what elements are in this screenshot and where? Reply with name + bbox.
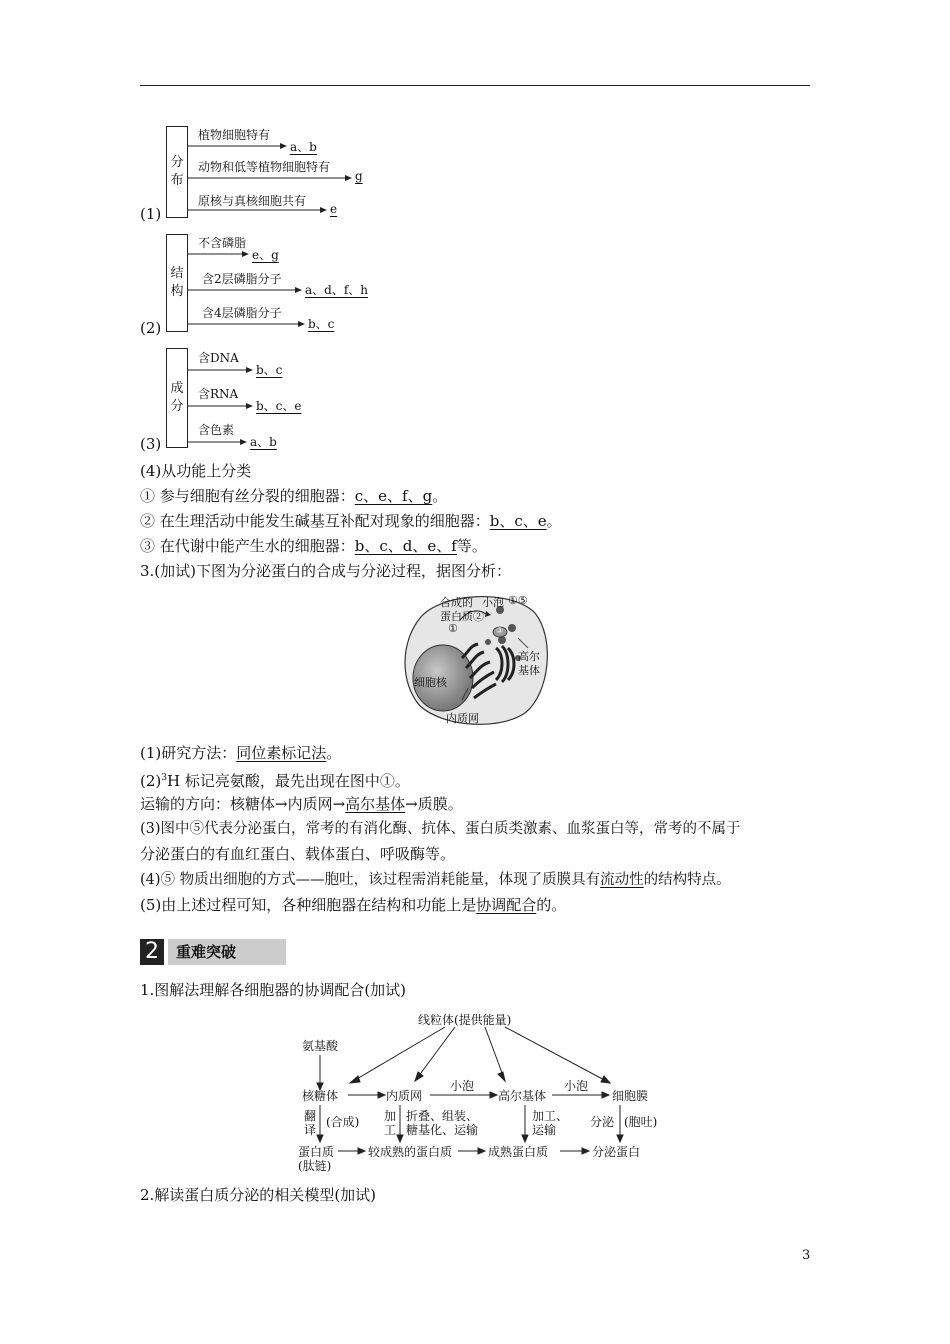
mature-protein-label: 较成熟的蛋白质 xyxy=(368,1145,453,1159)
branch-result: b、c xyxy=(308,317,335,331)
label-er: 内质网 xyxy=(446,712,479,725)
branch-result: a、b xyxy=(290,140,317,154)
title-char: 结 xyxy=(170,266,184,281)
label-golgi-1: 高尔 xyxy=(518,650,540,663)
branch-result: g xyxy=(355,169,363,183)
s3-p4-line2: 分泌蛋白的有血红蛋白、载体蛋白、呼吸酶等。 xyxy=(140,845,456,863)
golgi-label: 高尔基体 xyxy=(498,1089,547,1103)
diagram-label: (2) xyxy=(140,319,162,337)
title-char: 分 xyxy=(170,399,184,414)
answer: 协调配合 xyxy=(476,896,537,914)
section-title: 重难突破 xyxy=(168,939,286,965)
protein-peptide-label: 蛋白质 xyxy=(298,1145,335,1159)
branch-condition: 含DNA xyxy=(198,351,239,365)
label-vesicle-3: ③ xyxy=(496,626,504,635)
exocytosis-label: (胞吐) xyxy=(624,1115,658,1129)
protein-peptide-sub: (肽链) xyxy=(298,1159,332,1173)
label-nucleus: 细胞核 xyxy=(414,676,447,689)
title-char: 构 xyxy=(170,284,184,299)
s3-p3: 运输的方向：核糖体→内质网→高尔基体→质膜。 xyxy=(140,795,463,813)
answer: 流动性 xyxy=(600,872,644,888)
answer: b、c、d、e、f xyxy=(354,537,457,555)
golgi-process-label-1: 加工、 xyxy=(532,1109,569,1123)
page-number: 3 xyxy=(802,1248,811,1263)
vesicle-dot xyxy=(508,624,516,632)
amino-acid-label: 氨基酸 xyxy=(302,1039,339,1053)
title-char: 布 xyxy=(170,173,184,188)
secrete-label: 分泌 xyxy=(590,1115,615,1129)
s3-p5: (4)⑤ 物质出细胞的方式——胞吐，该过程需消耗能量，体现了质膜具有流动性的结构特点。 xyxy=(140,872,731,888)
golgi-process-label-2: 运输 xyxy=(532,1123,557,1137)
title-char: 分 xyxy=(170,155,184,170)
branch-condition: 含4层磷脂分子 xyxy=(202,306,282,320)
er-process-label-1: 加 xyxy=(384,1109,397,1123)
label-synth-protein-2: 蛋白质② xyxy=(440,610,484,623)
organelle-flow-diagram xyxy=(290,1005,670,1175)
section-number: 2 xyxy=(140,939,164,965)
branch-condition: 动物和低等植物细胞特有 xyxy=(198,160,331,174)
er-label: 内质网 xyxy=(386,1089,423,1103)
function-q3: ③ 在代谢中能产生水的细胞器：b、c、d、e、f等。 xyxy=(140,537,487,555)
branch-result: e xyxy=(330,202,338,216)
folding-label-1: 折叠、组装、 xyxy=(406,1109,479,1123)
branch-result: b、c、e xyxy=(256,399,302,413)
function-heading: (4)从功能上分类 xyxy=(140,462,252,480)
vesicle-dot xyxy=(485,639,491,645)
classification-diagram-composition xyxy=(140,342,400,454)
answer: 同位素标记法 xyxy=(236,744,327,762)
classification-diagram-structure xyxy=(140,228,400,338)
membrane-label: 细胞膜 xyxy=(612,1089,649,1103)
section3-title: 3.(加试)下图为分泌蛋白的合成与分泌过程，据图分析： xyxy=(140,562,512,580)
answer: c、e、f、g xyxy=(354,487,433,505)
vesicle-label-1: 小泡 xyxy=(450,1079,475,1093)
branch-condition: 原核与真核细胞共有 xyxy=(198,194,307,208)
folding-label-2: 糖基化、运输 xyxy=(406,1123,479,1137)
answer: 高尔基体 xyxy=(345,795,406,813)
label-circle-1: ① xyxy=(448,622,458,635)
s3-p2: $(2)^3H$ 标记亮氨酸，最先出现在图中①。 xyxy=(140,772,410,790)
s3-p6: (5)由上述过程可知，各种细胞器在结构和功能上是协调配合的。 xyxy=(140,896,567,914)
branch-condition: 含RNA xyxy=(198,387,239,401)
ribosome-label: 核糖体 xyxy=(302,1089,339,1103)
diagram-label: (3) xyxy=(140,435,162,453)
er-process-label-2: 工 xyxy=(384,1123,397,1137)
translate-label-1: 翻 xyxy=(304,1109,317,1123)
label-vesicle-nums: ①⑤ xyxy=(508,594,528,607)
label-synth-protein-1: 合成的 xyxy=(440,596,473,609)
secretory-protein-label: 分泌蛋白 xyxy=(592,1145,641,1159)
model-heading: 2.解读蛋白质分泌的相关模型(加试) xyxy=(140,1186,377,1204)
flow-heading: 1.图解法理解各细胞器的协调配合(加试) xyxy=(140,981,407,999)
s3-p1: (1)研究方法：同位素标记法。 xyxy=(140,744,342,762)
label-vesicle: 小泡 xyxy=(482,596,504,609)
synthesis-label: (合成) xyxy=(326,1115,360,1129)
header-rule xyxy=(140,85,810,86)
answer: b、c、e xyxy=(489,512,547,530)
s3-p4-line1: (3)图中⑤代表分泌蛋白，常考的有消化酶、抗体、蛋白质类激素、血浆蛋白等，常考的不属于 xyxy=(140,821,741,837)
title-char: 成 xyxy=(170,381,184,396)
branch-result: a、d、f、h xyxy=(305,283,369,297)
mitochondria-label: 线粒体(提供能量) xyxy=(418,1013,512,1027)
diagram-label: (1) xyxy=(140,205,162,223)
branch-result: b、c xyxy=(256,363,283,377)
translate-label-2: 译 xyxy=(304,1123,317,1137)
branch-result: a、b xyxy=(250,435,277,449)
section-badge xyxy=(140,939,286,965)
branch-condition: 含色素 xyxy=(198,423,235,437)
branch-condition: 含2层磷脂分子 xyxy=(202,272,282,286)
vesicle-label-2: 小泡 xyxy=(564,1079,589,1093)
branch-result: e、g xyxy=(252,248,279,262)
secretory-cell-illustration xyxy=(400,588,550,730)
label-golgi-2: 基体 xyxy=(518,664,540,677)
function-q2: ② 在生理活动中能发生碱基互补配对现象的细胞器：b、c、e。 xyxy=(140,512,562,530)
final-protein-label: 成熟蛋白质 xyxy=(488,1145,549,1159)
classification-diagram-distribution xyxy=(140,120,400,225)
function-q1: ① 参与细胞有丝分裂的细胞器：c、e、f、g。 xyxy=(140,487,448,505)
branch-condition: 不含磷脂 xyxy=(198,236,247,250)
branch-condition: 植物细胞特有 xyxy=(198,128,271,142)
